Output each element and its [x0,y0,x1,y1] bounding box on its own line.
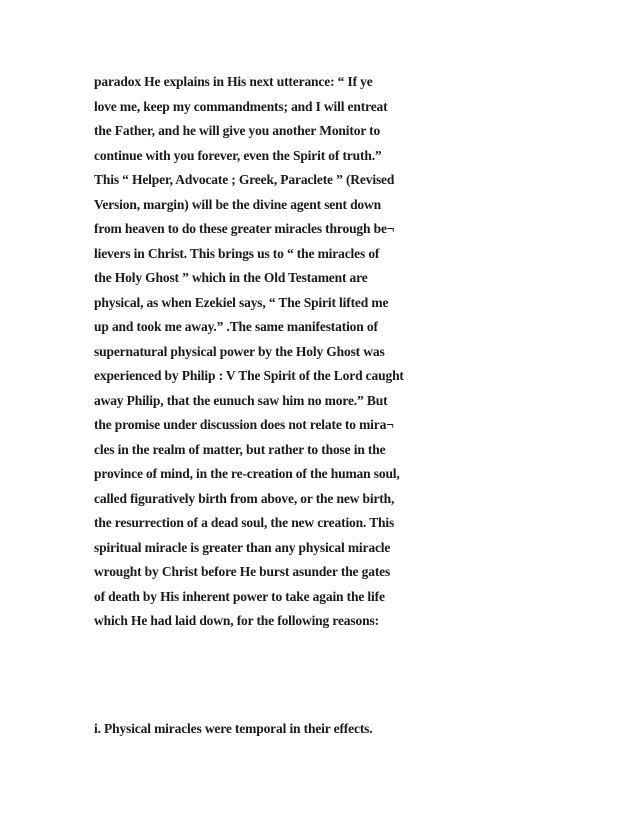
text-line: love me, keep my commandments; and I will entreat [94,98,388,114]
text-line: spiritual miracle is greater than any physical miracle [94,539,391,555]
numbered-list-item: i. Physical miracles were temporal in their effects. [94,721,373,736]
text-line: the resurrection of a dead soul, the new creation. This [94,515,395,530]
text-line: up and took me away.” .The same manifestation of [94,319,378,334]
text-line: cles in the realm of matter, but rather to those in the [94,441,386,457]
text-line: away Philip, that the eunuch saw him no more.” But [94,392,388,408]
text-line: continue with you forever, even the Spirit of truth.” [94,147,382,163]
text-line: the Father, and he will give you another Monitor to [94,123,381,138]
text-line: paradox He explains in His next utterance: “ If ye [94,74,373,89]
text-line: the Holy Ghost ” which in the Old Testament are [94,270,368,285]
text-line: of death by His inherent power to take again the life [94,588,385,604]
text-line: wrought by Christ before He burst asunder the gates [94,564,391,579]
text-line: supernatural physical power by the Holy Ghost was [94,343,385,359]
text-line: experienced by Philip : V The Spirit of the Lord caught [94,368,404,383]
text-line: province of mind, in the re-creation of the human soul, [94,466,400,481]
text-line: lievers in Christ. This brings us to “ the miracles of [94,245,380,261]
text-line: from heaven to do these greater miracles through be¬ [94,221,395,236]
text-line: called figuratively birth from above, or the new birth, [94,490,395,506]
text-line: physical, as when Ezekiel says, “ The Spirit lifted me [94,294,389,310]
text-line: which He had laid down, for the following reasons: [94,613,379,628]
text-line: Version, margin) will be the divine agent sent down [94,196,381,212]
text-line: This “ Helper, Advocate ; Greek, Paraclete ” (Revised [94,172,395,187]
text-line: the promise under discussion does not relate to mira¬ [94,417,394,432]
body-paragraph [94,70,424,634]
